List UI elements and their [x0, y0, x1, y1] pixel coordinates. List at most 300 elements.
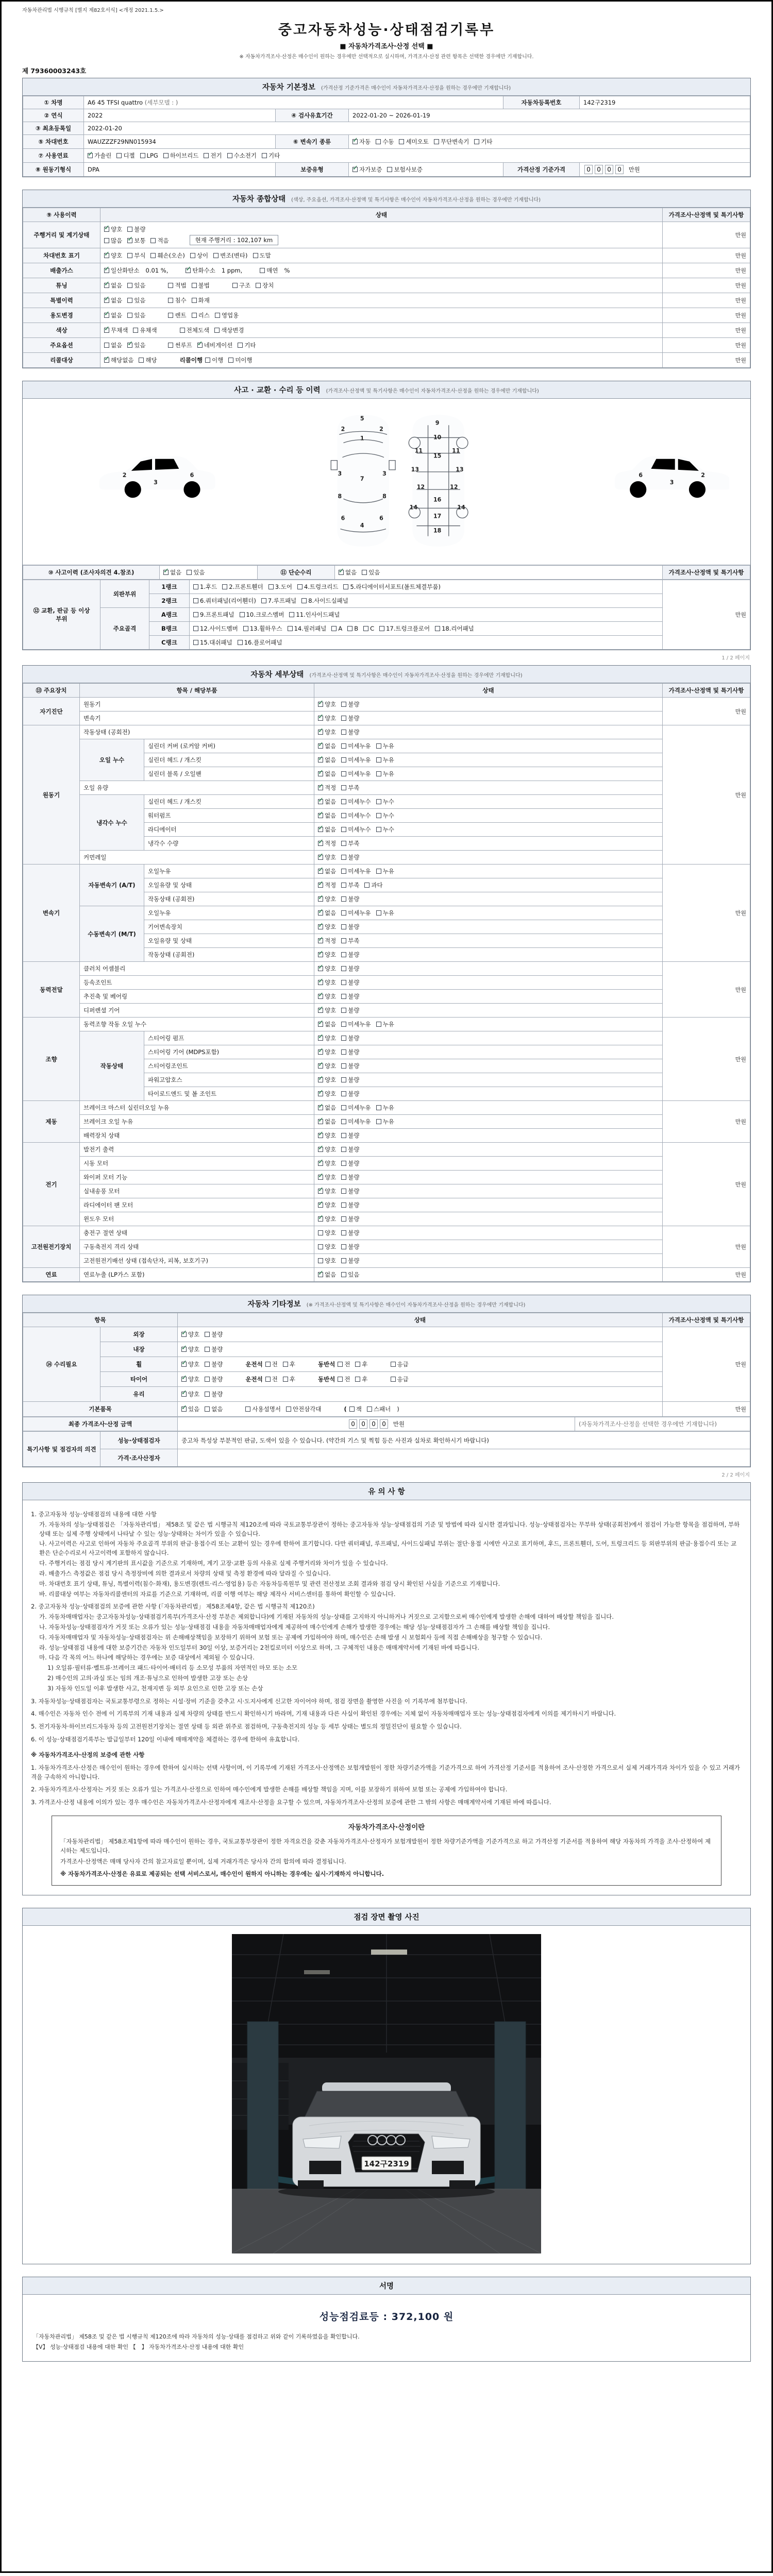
unchecked-option[interactable] — [341, 1006, 359, 1014]
checkbox-icon[interactable] — [192, 313, 197, 318]
unchecked-option[interactable] — [243, 624, 282, 633]
checkbox-icon[interactable] — [181, 1362, 187, 1367]
checkbox-icon[interactable] — [318, 743, 323, 749]
checkbox-icon[interactable] — [104, 227, 109, 232]
checkbox-icon[interactable] — [376, 1119, 381, 1124]
unchecked-option[interactable] — [391, 1360, 409, 1368]
checkbox-icon[interactable] — [318, 1216, 323, 1222]
unchecked-option[interactable] — [341, 728, 359, 736]
checked-option[interactable] — [318, 1062, 336, 1070]
checkbox-icon[interactable] — [363, 626, 368, 631]
checkbox-icon[interactable] — [127, 238, 132, 243]
checkbox-icon[interactable] — [283, 1377, 288, 1382]
checkbox-icon[interactable] — [339, 570, 344, 575]
unchecked-option[interactable] — [341, 937, 359, 945]
checkbox-icon[interactable] — [367, 1406, 372, 1412]
checked-option[interactable] — [318, 1201, 336, 1209]
checkbox-icon[interactable] — [127, 313, 132, 318]
unchecked-option[interactable] — [265, 1360, 278, 1368]
checkbox-icon[interactable] — [297, 584, 303, 589]
checkbox-icon[interactable] — [318, 1202, 323, 1208]
checked-option[interactable] — [104, 356, 133, 364]
checkbox-icon[interactable] — [376, 869, 381, 874]
checked-option[interactable] — [181, 1375, 199, 1383]
checkbox-icon[interactable] — [88, 153, 93, 158]
unchecked-option[interactable] — [341, 978, 359, 987]
checkbox-icon[interactable] — [301, 598, 307, 603]
checkbox-icon[interactable] — [181, 1377, 187, 1382]
unchecked-option[interactable] — [434, 138, 469, 146]
checkbox-icon[interactable] — [205, 1377, 210, 1382]
unchecked-option[interactable] — [288, 624, 327, 633]
unchecked-option[interactable] — [391, 1375, 409, 1383]
checkbox-icon[interactable] — [318, 924, 323, 929]
checkbox-icon[interactable] — [104, 298, 109, 303]
unchecked-option[interactable] — [341, 992, 359, 1001]
unchecked-option[interactable] — [349, 1405, 362, 1413]
unchecked-option[interactable] — [364, 881, 382, 889]
checkbox-icon[interactable] — [181, 1406, 187, 1412]
checkbox-icon[interactable] — [104, 253, 109, 258]
checkbox-icon[interactable] — [387, 167, 392, 172]
unchecked-option[interactable] — [253, 251, 271, 260]
checkbox-icon[interactable] — [341, 1105, 346, 1110]
checked-option[interactable] — [318, 978, 336, 987]
unchecked-option[interactable] — [261, 597, 296, 605]
checkbox-icon[interactable] — [186, 268, 191, 273]
checked-option[interactable] — [352, 138, 371, 146]
checkbox-icon[interactable] — [227, 153, 232, 158]
checkbox-icon[interactable] — [318, 730, 323, 735]
checkbox-icon[interactable] — [352, 139, 358, 144]
checkbox-icon[interactable] — [318, 1022, 323, 1027]
unchecked-option[interactable] — [289, 611, 340, 619]
checkbox-icon[interactable] — [318, 1105, 323, 1110]
checkbox-icon[interactable] — [265, 1362, 271, 1367]
unchecked-option[interactable] — [213, 251, 247, 260]
checked-option[interactable] — [318, 1215, 336, 1223]
checked-option[interactable] — [104, 266, 140, 275]
checked-option[interactable] — [318, 742, 336, 750]
checkbox-icon[interactable] — [318, 994, 323, 999]
unchecked-option[interactable] — [338, 1375, 350, 1383]
unchecked-option[interactable] — [376, 1104, 394, 1112]
checked-option[interactable] — [318, 1145, 336, 1154]
unchecked-option[interactable] — [205, 1360, 223, 1368]
checked-option[interactable] — [181, 1360, 199, 1368]
checkbox-icon[interactable] — [163, 153, 169, 158]
checkbox-icon[interactable] — [190, 253, 195, 258]
unchecked-option[interactable] — [214, 326, 244, 334]
unchecked-option[interactable] — [245, 1405, 281, 1413]
checked-option[interactable] — [104, 225, 122, 233]
checked-option[interactable] — [318, 798, 336, 806]
checkbox-icon[interactable] — [376, 827, 381, 832]
unchecked-option[interactable] — [341, 909, 371, 917]
checkbox-icon[interactable] — [341, 910, 346, 916]
checkbox-icon[interactable] — [341, 1119, 346, 1124]
unchecked-option[interactable] — [474, 138, 492, 146]
checkbox-icon[interactable] — [318, 938, 323, 943]
unchecked-option[interactable] — [318, 1243, 336, 1251]
unchecked-option[interactable] — [376, 909, 394, 917]
checkbox-icon[interactable] — [376, 1022, 381, 1027]
checkbox-icon[interactable] — [168, 313, 173, 318]
checkbox-icon[interactable] — [349, 1406, 355, 1412]
checked-option[interactable] — [318, 1076, 336, 1084]
unchecked-option[interactable] — [341, 1257, 359, 1265]
checkbox-icon[interactable] — [181, 1392, 187, 1397]
checked-option[interactable] — [318, 1090, 336, 1098]
checkbox-icon[interactable] — [338, 1362, 343, 1367]
checkbox-icon[interactable] — [127, 227, 132, 232]
unchecked-option[interactable] — [376, 742, 394, 750]
checkbox-icon[interactable] — [238, 343, 243, 348]
unchecked-option[interactable] — [379, 624, 430, 633]
checkbox-icon[interactable] — [253, 253, 258, 258]
checkbox-icon[interactable] — [352, 167, 358, 172]
checkbox-icon[interactable] — [205, 1392, 210, 1397]
unchecked-option[interactable] — [205, 356, 223, 364]
unchecked-option[interactable] — [341, 1117, 371, 1126]
checkbox-icon[interactable] — [260, 268, 265, 273]
checkbox-icon[interactable] — [341, 1175, 346, 1180]
checkbox-icon[interactable] — [104, 328, 109, 333]
checkbox-icon[interactable] — [213, 253, 219, 258]
checkbox-icon[interactable] — [318, 1189, 323, 1194]
checkbox-icon[interactable] — [180, 328, 185, 333]
unchecked-option[interactable] — [297, 583, 339, 591]
checkbox-icon[interactable] — [192, 298, 197, 303]
checkbox-icon[interactable] — [341, 966, 346, 971]
checkbox-icon[interactable] — [338, 1377, 343, 1382]
checked-option[interactable] — [318, 756, 336, 764]
unchecked-option[interactable] — [376, 867, 394, 875]
checked-option[interactable] — [181, 1345, 199, 1353]
unchecked-option[interactable] — [116, 151, 135, 160]
checkbox-icon[interactable] — [318, 1258, 323, 1263]
checkbox-icon[interactable] — [318, 841, 323, 846]
unchecked-option[interactable] — [341, 895, 359, 903]
checkbox-icon[interactable] — [391, 1362, 396, 1367]
checkbox-icon[interactable] — [289, 612, 294, 617]
checkbox-icon[interactable] — [341, 743, 346, 749]
checkbox-icon[interactable] — [341, 994, 346, 999]
unchecked-option[interactable] — [347, 625, 358, 632]
unchecked-option[interactable] — [341, 1159, 359, 1167]
unchecked-option[interactable] — [193, 624, 238, 633]
unchecked-option[interactable] — [338, 1360, 350, 1368]
unchecked-option[interactable] — [232, 281, 250, 290]
unchecked-option[interactable] — [150, 251, 184, 260]
checkbox-icon[interactable] — [341, 938, 346, 943]
checkbox-icon[interactable] — [318, 1244, 323, 1249]
unchecked-option[interactable] — [341, 1048, 359, 1056]
checkbox-icon[interactable] — [215, 313, 220, 318]
unchecked-option[interactable] — [376, 138, 394, 146]
checked-option[interactable] — [318, 1117, 336, 1126]
checkbox-icon[interactable] — [318, 869, 323, 874]
checked-option[interactable] — [318, 867, 336, 875]
unchecked-option[interactable] — [265, 1375, 278, 1383]
unchecked-option[interactable] — [341, 756, 371, 764]
checkbox-icon[interactable] — [318, 813, 323, 818]
checkbox-icon[interactable] — [318, 1133, 323, 1138]
checkbox-icon[interactable] — [318, 1049, 323, 1055]
unchecked-option[interactable] — [341, 770, 371, 778]
checkbox-icon[interactable] — [318, 896, 323, 902]
checkbox-icon[interactable] — [283, 1362, 288, 1367]
checkbox-icon[interactable] — [318, 1077, 323, 1082]
unchecked-option[interactable] — [376, 1117, 394, 1126]
checked-option[interactable] — [318, 728, 336, 736]
checkbox-icon[interactable] — [261, 598, 266, 603]
checkbox-icon[interactable] — [318, 799, 323, 804]
checkbox-icon[interactable] — [288, 626, 293, 631]
unchecked-option[interactable] — [341, 1243, 359, 1251]
unchecked-option[interactable] — [341, 1076, 359, 1084]
unchecked-option[interactable] — [355, 1360, 367, 1368]
checked-option[interactable] — [318, 853, 336, 861]
checkbox-icon[interactable] — [318, 1119, 323, 1124]
checkbox-icon[interactable] — [341, 980, 346, 985]
checkbox-icon[interactable] — [318, 827, 323, 832]
unchecked-option[interactable] — [376, 756, 394, 764]
checkbox-icon[interactable] — [187, 570, 192, 575]
unchecked-option[interactable] — [341, 1062, 359, 1070]
unchecked-option[interactable] — [387, 165, 423, 174]
checkbox-icon[interactable] — [168, 283, 173, 288]
unchecked-option[interactable] — [376, 811, 394, 820]
checkbox-icon[interactable] — [318, 980, 323, 985]
unchecked-option[interactable] — [341, 784, 359, 792]
checkbox-icon[interactable] — [168, 343, 173, 348]
checked-option[interactable] — [339, 568, 357, 577]
unchecked-option[interactable] — [341, 1187, 359, 1195]
unchecked-option[interactable] — [341, 923, 359, 931]
checked-option[interactable] — [318, 714, 336, 722]
checkbox-icon[interactable] — [318, 1008, 323, 1013]
unchecked-option[interactable] — [268, 583, 292, 591]
checkbox-icon[interactable] — [193, 598, 198, 603]
checkbox-icon[interactable] — [341, 1049, 346, 1055]
checkbox-icon[interactable] — [193, 640, 198, 645]
unchecked-option[interactable] — [205, 1405, 223, 1413]
checkbox-icon[interactable] — [222, 584, 227, 589]
checkbox-icon[interactable] — [341, 771, 346, 776]
unchecked-option[interactable] — [341, 1173, 359, 1181]
unchecked-option[interactable] — [341, 1020, 371, 1028]
unchecked-option[interactable] — [341, 1201, 359, 1209]
checkbox-icon[interactable] — [341, 827, 346, 832]
checkbox-icon[interactable] — [341, 883, 346, 888]
unchecked-option[interactable] — [376, 770, 394, 778]
checkbox-icon[interactable] — [318, 1161, 323, 1166]
checkbox-icon[interactable] — [214, 328, 220, 333]
checkbox-icon[interactable] — [228, 358, 233, 363]
checkbox-icon[interactable] — [150, 238, 156, 243]
checkbox-icon[interactable] — [181, 1332, 187, 1337]
checkbox-icon[interactable] — [104, 358, 109, 363]
checked-option[interactable] — [318, 811, 336, 820]
checked-option[interactable] — [318, 770, 336, 778]
checkbox-icon[interactable] — [341, 799, 346, 804]
unchecked-option[interactable] — [238, 341, 256, 349]
checkbox-icon[interactable] — [193, 584, 198, 589]
checkbox-icon[interactable] — [341, 1244, 346, 1249]
unchecked-option[interactable] — [376, 1020, 394, 1028]
unchecked-option[interactable] — [367, 1405, 391, 1413]
checkbox-icon[interactable] — [205, 1362, 210, 1367]
unchecked-option[interactable] — [341, 742, 371, 750]
unchecked-option[interactable] — [341, 853, 359, 861]
unchecked-option[interactable] — [228, 356, 252, 364]
unchecked-option[interactable] — [341, 1215, 359, 1223]
checkbox-icon[interactable] — [341, 702, 346, 707]
checkbox-icon[interactable] — [262, 153, 267, 158]
checkbox-icon[interactable] — [376, 813, 381, 818]
checkbox-icon[interactable] — [127, 283, 132, 288]
checked-option[interactable] — [104, 281, 122, 290]
checked-option[interactable] — [318, 839, 336, 848]
checkbox-icon[interactable] — [376, 799, 381, 804]
unchecked-option[interactable] — [341, 867, 371, 875]
unchecked-option[interactable] — [127, 281, 145, 290]
checkbox-icon[interactable] — [133, 328, 138, 333]
checkbox-icon[interactable] — [318, 771, 323, 776]
checkbox-icon[interactable] — [376, 771, 381, 776]
unchecked-option[interactable] — [127, 251, 145, 260]
checkbox-icon[interactable] — [399, 139, 404, 144]
unchecked-option[interactable] — [301, 597, 348, 605]
checkbox-icon[interactable] — [240, 612, 245, 617]
checkbox-icon[interactable] — [355, 1362, 360, 1367]
unchecked-option[interactable] — [168, 296, 186, 304]
checkbox-icon[interactable] — [347, 626, 352, 631]
unchecked-option[interactable] — [193, 611, 234, 619]
checkbox-icon[interactable] — [318, 757, 323, 762]
checkbox-icon[interactable] — [205, 1406, 210, 1412]
unchecked-option[interactable] — [341, 798, 371, 806]
checkbox-icon[interactable] — [127, 298, 132, 303]
checkbox-icon[interactable] — [318, 855, 323, 860]
checkbox-icon[interactable] — [379, 626, 384, 631]
unchecked-option[interactable] — [190, 251, 208, 260]
unchecked-option[interactable] — [227, 151, 257, 160]
checkbox-icon[interactable] — [434, 139, 439, 144]
checkbox-icon[interactable] — [127, 253, 132, 258]
unchecked-option[interactable] — [262, 151, 280, 160]
checked-option[interactable] — [181, 1390, 199, 1398]
checkbox-icon[interactable] — [163, 570, 169, 575]
unchecked-option[interactable] — [341, 700, 359, 708]
checkbox-icon[interactable] — [104, 238, 109, 243]
unchecked-option[interactable] — [222, 583, 263, 591]
unchecked-option[interactable] — [127, 311, 145, 319]
unchecked-option[interactable] — [341, 1104, 371, 1112]
checkbox-icon[interactable] — [238, 640, 243, 645]
unchecked-option[interactable] — [127, 296, 145, 304]
checkbox-icon[interactable] — [243, 626, 248, 631]
checkbox-icon[interactable] — [104, 343, 109, 348]
checkbox-icon[interactable] — [341, 896, 346, 902]
unchecked-option[interactable] — [343, 583, 440, 591]
checked-option[interactable] — [318, 700, 336, 708]
checked-option[interactable] — [318, 1131, 336, 1140]
checked-option[interactable] — [163, 568, 181, 577]
checked-option[interactable] — [318, 964, 336, 973]
unchecked-option[interactable] — [341, 1145, 359, 1154]
checkbox-icon[interactable] — [355, 1377, 360, 1382]
checkbox-icon[interactable] — [341, 1133, 346, 1138]
unchecked-option[interactable] — [168, 281, 186, 290]
unchecked-option[interactable] — [376, 825, 394, 834]
checkbox-icon[interactable] — [318, 910, 323, 916]
unchecked-option[interactable] — [140, 152, 158, 159]
checkbox-icon[interactable] — [104, 283, 109, 288]
unchecked-option[interactable] — [341, 1034, 359, 1042]
checkbox-icon[interactable] — [391, 1377, 396, 1382]
checkbox-icon[interactable] — [341, 1216, 346, 1222]
checkbox-icon[interactable] — [376, 743, 381, 749]
unchecked-option[interactable] — [205, 1345, 223, 1353]
checkbox-icon[interactable] — [341, 1008, 346, 1013]
checkbox-icon[interactable] — [341, 952, 346, 957]
checked-option[interactable] — [127, 236, 145, 245]
unchecked-option[interactable] — [205, 1390, 223, 1398]
unchecked-option[interactable] — [341, 825, 371, 834]
checked-option[interactable] — [318, 1034, 336, 1042]
unchecked-option[interactable] — [399, 138, 428, 146]
unchecked-option[interactable] — [341, 1131, 359, 1140]
checked-option[interactable] — [104, 251, 122, 260]
checkbox-icon[interactable] — [205, 1332, 210, 1337]
unchecked-option[interactable] — [104, 341, 122, 349]
checkbox-icon[interactable] — [376, 910, 381, 916]
unchecked-option[interactable] — [168, 311, 186, 319]
unchecked-option[interactable] — [133, 326, 157, 334]
unchecked-option[interactable] — [192, 311, 210, 319]
unchecked-option[interactable] — [193, 638, 232, 647]
checkbox-icon[interactable] — [341, 1258, 346, 1263]
checkbox-icon[interactable] — [318, 1063, 323, 1069]
checkbox-icon[interactable] — [265, 1377, 271, 1382]
checkbox-icon[interactable] — [150, 253, 156, 258]
checkbox-icon[interactable] — [341, 869, 346, 874]
checkbox-icon[interactable] — [205, 358, 210, 363]
unchecked-option[interactable] — [318, 1229, 336, 1237]
unchecked-option[interactable] — [127, 225, 145, 233]
checkbox-icon[interactable] — [197, 343, 203, 348]
checkbox-icon[interactable] — [343, 584, 348, 589]
checked-option[interactable] — [104, 296, 122, 304]
unchecked-option[interactable] — [260, 266, 278, 275]
checked-option[interactable] — [127, 341, 145, 349]
unchecked-option[interactable] — [139, 356, 157, 364]
unchecked-option[interactable] — [205, 1375, 223, 1383]
checkbox-icon[interactable] — [104, 313, 109, 318]
checkbox-icon[interactable] — [318, 785, 323, 790]
checked-option[interactable] — [318, 1006, 336, 1014]
checkbox-icon[interactable] — [318, 716, 323, 721]
checked-option[interactable] — [318, 1270, 336, 1279]
checked-option[interactable] — [318, 1173, 336, 1181]
checkbox-icon[interactable] — [341, 1189, 346, 1194]
unchecked-option[interactable] — [341, 714, 359, 722]
checkbox-icon[interactable] — [341, 1063, 346, 1069]
unchecked-option[interactable] — [341, 1270, 359, 1279]
checkbox-icon[interactable] — [376, 139, 381, 144]
